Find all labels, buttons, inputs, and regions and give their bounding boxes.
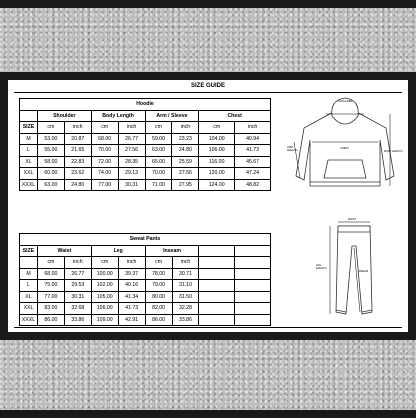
measure-cell: 48.82 — [235, 179, 271, 191]
measure-cell: 20.87 — [64, 133, 91, 145]
unit-header: inch — [118, 257, 145, 269]
empty-cell — [235, 245, 271, 257]
hoodie-row — [20, 156, 271, 168]
empty-cell — [199, 291, 235, 303]
measure-cell: 120.00 — [199, 168, 235, 180]
pants-table — [19, 233, 271, 326]
measure-cell: 74.00 — [91, 168, 118, 180]
pants-row — [20, 291, 271, 303]
empty-cell — [199, 280, 235, 292]
measure-cell: 60.00 — [37, 168, 64, 180]
measure-cell: 63.00 — [37, 179, 64, 191]
empty-cell — [235, 303, 271, 315]
measure-cell: 71.00 — [145, 179, 172, 191]
size-cell: M — [20, 268, 38, 280]
measure-cell: 25.59 — [172, 156, 199, 168]
measure-cell: 100.00 — [91, 268, 118, 280]
measure-cell: 68.00 — [37, 268, 64, 280]
empty-cell — [199, 303, 235, 315]
measure-cell: 40.16 — [118, 280, 145, 292]
measure-cell: 63.00 — [145, 145, 172, 157]
hoodie-diagram — [286, 94, 404, 204]
measure-cell: 28.35 — [118, 156, 145, 168]
empty-cell — [235, 291, 271, 303]
pants-row — [20, 314, 271, 326]
measure-cell: 27.95 — [172, 179, 199, 191]
measure-cell: 70.00 — [145, 168, 172, 180]
empty-cell — [199, 268, 235, 280]
measure-cell: 58.00 — [37, 156, 64, 168]
empty-cell — [235, 314, 271, 326]
corner-cell — [20, 110, 38, 122]
measure-cell: 32.28 — [172, 303, 199, 315]
measure-cell: 30.31 — [64, 291, 91, 303]
pants-row — [20, 268, 271, 280]
measure-cell: 41.34 — [118, 291, 145, 303]
measure-cell: 29.13 — [118, 168, 145, 180]
measure-cell: 30.31 — [118, 179, 145, 191]
empty-cell — [199, 257, 235, 269]
measure-cell: 79.00 — [145, 280, 172, 292]
measure-cell: 124.00 — [199, 179, 235, 191]
size-guide-sheet — [8, 80, 408, 332]
size-header: SIZE — [20, 245, 38, 257]
pants-row — [20, 303, 271, 315]
unit-header: inch — [64, 257, 91, 269]
measure-cell: 105.00 — [91, 291, 118, 303]
hoodie-row — [20, 168, 271, 180]
measure-cell: 102.00 — [91, 280, 118, 292]
measure-cell: 75.00 — [37, 280, 64, 292]
measure-cell: 86.00 — [145, 314, 172, 326]
pants-diagram — [308, 216, 388, 324]
measure-cell: 59.00 — [145, 133, 172, 145]
measure-cell: 68.00 — [91, 133, 118, 145]
measure-cell: 40.94 — [235, 133, 271, 145]
measure-cell: 27.56 — [118, 145, 145, 157]
measure-cell: 39.37 — [118, 268, 145, 280]
hoodie-row — [20, 133, 271, 145]
measure-cell: 106.00 — [91, 303, 118, 315]
size-cell: L — [20, 280, 38, 292]
empty-cell — [20, 257, 38, 269]
col-group-chest: Chest — [199, 110, 271, 122]
measure-cell: 26.77 — [118, 133, 145, 145]
measure-cell: 45.67 — [235, 156, 271, 168]
hoodie-table — [19, 98, 271, 191]
measure-cell: 104.00 — [199, 133, 235, 145]
unit-header: cm — [199, 122, 235, 134]
size-cell: XL — [20, 291, 38, 303]
measure-cell: 26.77 — [64, 268, 91, 280]
measure-cell: 47.24 — [235, 168, 271, 180]
col-group-arm-sleeve: Arm / Sleeve — [145, 110, 199, 122]
inseam-label: INSEAM — [358, 270, 368, 273]
measure-cell: 116.00 — [199, 156, 235, 168]
size-cell: XL — [20, 156, 38, 168]
chest-label: CHEST — [340, 147, 349, 150]
unit-header: cm — [91, 257, 118, 269]
measure-cell: 21.65 — [64, 145, 91, 157]
unit-header: inch — [118, 122, 145, 134]
hoodie-row — [20, 179, 271, 191]
measure-cell: 77.00 — [91, 179, 118, 191]
measure-cell: 24.80 — [64, 179, 91, 191]
divider-top — [14, 92, 402, 93]
divider-bottom — [14, 327, 402, 328]
measure-cell: 72.00 — [91, 156, 118, 168]
empty-cell — [235, 280, 271, 292]
unit-header: cm — [145, 257, 172, 269]
empty-cell — [199, 245, 235, 257]
measure-cell: 55.00 — [37, 145, 64, 157]
texture-banner-bottom — [0, 340, 416, 410]
unit-header: inch — [235, 122, 271, 134]
measure-cell: 82.00 — [145, 303, 172, 315]
measure-cell: 29.53 — [64, 280, 91, 292]
texture-banner-top — [0, 8, 416, 72]
waistband-shape — [338, 226, 370, 232]
size-cell: XXXL — [20, 179, 38, 191]
measure-cell: 31.10 — [172, 280, 199, 292]
measure-cell: 23.23 — [172, 133, 199, 145]
measure-cell: 41.73 — [118, 303, 145, 315]
measure-cell: 106.00 — [199, 145, 235, 157]
measure-cell: 78.00 — [145, 268, 172, 280]
col-group-waist: Waist — [37, 245, 91, 257]
unit-header: cm — [37, 257, 64, 269]
measure-cell: 22.83 — [64, 156, 91, 168]
unit-header: inch — [172, 257, 199, 269]
unit-header: inch — [172, 122, 199, 134]
size-cell: XXXL — [20, 314, 38, 326]
col-group-inseam: Inseam — [145, 245, 199, 257]
units-row — [20, 122, 271, 134]
measure-cell: 27.56 — [172, 168, 199, 180]
measure-cell: 33.86 — [64, 314, 91, 326]
col-group-shoulder: Shoulder — [37, 110, 91, 122]
measure-cell: 86.00 — [37, 314, 64, 326]
empty-cell — [199, 314, 235, 326]
size-cell: L — [20, 145, 38, 157]
body-length-label: BODY LENGTH — [384, 150, 403, 153]
unit-header: cm — [145, 122, 172, 134]
measure-cell: 83.00 — [37, 303, 64, 315]
measure-cell: 109.00 — [91, 314, 118, 326]
measure-cell: 31.50 — [172, 291, 199, 303]
hoodie-caption: Hoodie — [20, 99, 271, 111]
waist-label: WAIST — [348, 218, 357, 221]
measure-cell: 42.91 — [118, 314, 145, 326]
size-cell: M — [20, 133, 38, 145]
measure-cell: 33.86 — [172, 314, 199, 326]
measure-cell: 24.80 — [172, 145, 199, 157]
leg-length-label: LEG LENGTH — [316, 264, 327, 270]
pants-caption: Sweat Pants — [20, 234, 271, 246]
unit-header: cm — [37, 122, 64, 134]
measure-cell: 77.00 — [37, 291, 64, 303]
measure-cell: 30.71 — [172, 268, 199, 280]
pants-row — [20, 280, 271, 292]
measure-cell: 53.00 — [37, 133, 64, 145]
hoodie-row — [20, 145, 271, 157]
empty-cell — [235, 257, 271, 269]
shoulder-label: SHOULDER — [338, 100, 353, 103]
size-cell: XXL — [20, 303, 38, 315]
unit-header: cm — [91, 122, 118, 134]
col-group-leg: Leg — [91, 245, 145, 257]
arm-length-label: ARM LENGTH — [287, 146, 298, 152]
measure-cell: 23.62 — [64, 168, 91, 180]
measure-cell: 70.00 — [91, 145, 118, 157]
size-header: SIZE — [20, 122, 38, 134]
measure-cell: 80.00 — [145, 291, 172, 303]
hoodie-pocket-shape — [324, 160, 366, 178]
measure-cell: 41.73 — [235, 145, 271, 157]
unit-header: inch — [64, 122, 91, 134]
units-row — [20, 257, 271, 269]
measure-cell: 32.68 — [64, 303, 91, 315]
empty-cell — [235, 268, 271, 280]
size-cell: XXL — [20, 168, 38, 180]
measure-cell: 65.00 — [145, 156, 172, 168]
size-guide-title: SIZE GUIDE — [190, 83, 225, 89]
col-group-body-length: Body Length — [91, 110, 145, 122]
